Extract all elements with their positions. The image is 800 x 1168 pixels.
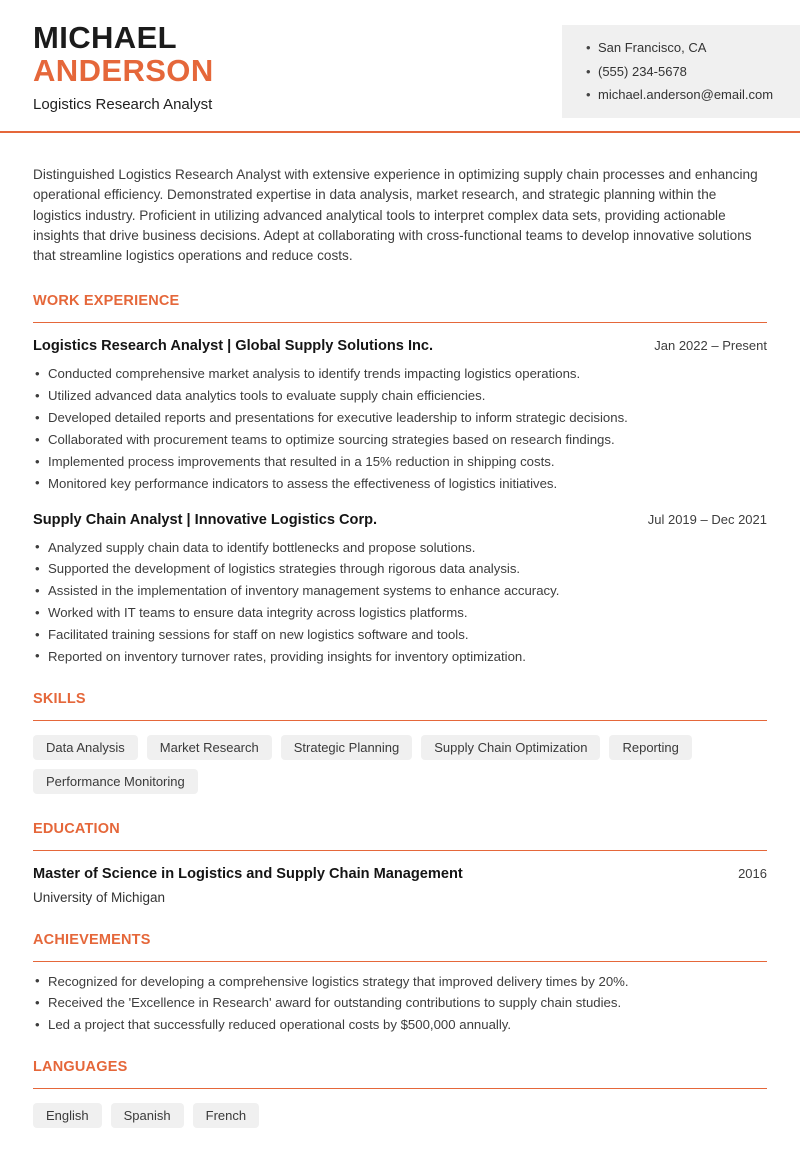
work-experience-heading: WORK EXPERIENCE [33, 293, 767, 323]
achievement-item: • Recognized for developing a comprehensive logistics strategy that improved delivery times by 20%. [33, 975, 767, 989]
job-dates: Jan 2022 – Present [654, 338, 767, 354]
education-entry [33, 866, 767, 905]
header-divider [0, 131, 800, 133]
main-content [0, 165, 800, 1168]
job-title-line: Supply Chain Analyst | Innovative Logistics Corp. [33, 511, 378, 528]
bullet-item: • Utilized advanced data analytics tools to evaluate supply chain efficiencies. [33, 389, 767, 403]
skill-chip: Reporting [609, 735, 691, 760]
bullet-item: • Assisted in the implementation of inventory management systems to enhance accuracy. [33, 584, 767, 598]
bullet-item: • Monitored key performance indicators to assess the effectiveness of logistics initiatives. [33, 477, 767, 491]
language-chip: Spanish [111, 1103, 184, 1128]
achievement-item: • Led a project that successfully reduced operational costs by $500,000 annually. [33, 1018, 767, 1032]
identity-block [33, 22, 214, 113]
bullet-item: • Worked with IT teams to ensure data integrity across logistics platforms. [33, 606, 767, 620]
summary-text: Distinguished Logistics Research Analyst with extensive experience in optimizing supply chain processes and enhancing operational efficiency. Demonstrated expertise in data analysis, market research, and strategic planning within the logistics industry. Proficient in utilizing advanced analytical tools to interpret complex data sets, providing actionable insights that drive business decisions. Adept at collaborating with cross-functional teams to develop innovative solutions that streamline logistics operations and reduce costs. [33, 167, 758, 264]
skill-chip: Data Analysis [33, 735, 138, 760]
header [0, 0, 800, 133]
skill-chip: Strategic Planning [281, 735, 413, 760]
section-achievements [33, 932, 767, 1032]
education-header-row [33, 866, 767, 882]
job-headline: Logistics Research Analyst [33, 96, 213, 114]
bullet-item: • Implemented process improvements that resulted in a 15% reduction in shipping costs. [33, 455, 767, 469]
job-entry [33, 338, 767, 490]
skills-heading: SKILLS [33, 691, 767, 721]
school-name: University of Michigan [33, 889, 166, 905]
contact-item: • (555) 234-5678 [586, 60, 786, 84]
bullet-item: • Developed detailed reports and presentations for executive leadership to inform strategic decisions. [33, 411, 767, 425]
language-chip: French [193, 1103, 259, 1128]
bullet-item: • Supported the development of logistics strategies through rigorous data analysis. [33, 562, 767, 576]
bullet-item: • Facilitated training sessions for staff on new logistics software and tools. [33, 628, 767, 642]
skill-chip: Supply Chain Optimization [421, 735, 600, 760]
job-bullet-list [33, 367, 767, 490]
skill-chip: Performance Monitoring [33, 769, 198, 794]
skill-chip: Market Research [147, 735, 272, 760]
achievements-bullet-list [33, 975, 767, 1032]
education-heading: EDUCATION [33, 821, 767, 851]
languages-chip-list [33, 1103, 767, 1128]
first-name: MICHAEL [33, 20, 178, 55]
job-dates: Jul 2019 – Dec 2021 [647, 511, 767, 527]
achievements-heading: ACHIEVEMENTS [33, 932, 767, 962]
contact-item: • San Francisco, CA [586, 36, 786, 60]
job-entry [33, 512, 767, 664]
job-bullet-list [33, 541, 767, 664]
section-skills [33, 691, 767, 794]
person-name [33, 22, 214, 87]
skills-chip-list [33, 735, 767, 794]
bullet-item: • Collaborated with procurement teams to optimize sourcing strategies based on research findings. [33, 433, 767, 447]
bullet-item: • Reported on inventory turnover rates, providing insights for inventory optimization. [33, 650, 767, 664]
bullet-item: • Analyzed supply chain data to identify bottlenecks and propose solutions. [33, 541, 767, 555]
section-education [33, 821, 767, 905]
bullet-item: • Conducted comprehensive market analysis to identify trends impacting logistics operations. [33, 367, 767, 381]
section-languages [33, 1059, 767, 1128]
section-work-experience [33, 293, 767, 663]
job-header-row [33, 512, 767, 528]
last-name: ANDERSON [33, 52, 214, 88]
languages-heading: LANGUAGES [33, 1059, 767, 1089]
degree-name: Master of Science in Logistics and Supply Chain Management [33, 865, 463, 882]
job-header-row [33, 338, 767, 354]
language-chip: English [33, 1103, 102, 1128]
job-title-line: Logistics Research Analyst | Global Supply Solutions Inc. [33, 338, 434, 355]
contact-list [562, 36, 792, 107]
contact-card [562, 25, 800, 118]
achievement-item: • Received the 'Excellence in Research' award for outstanding contributions to supply chain studies. [33, 996, 767, 1010]
graduation-year: 2016 [738, 865, 767, 881]
contact-item: • michael.anderson@email.com [586, 83, 786, 107]
